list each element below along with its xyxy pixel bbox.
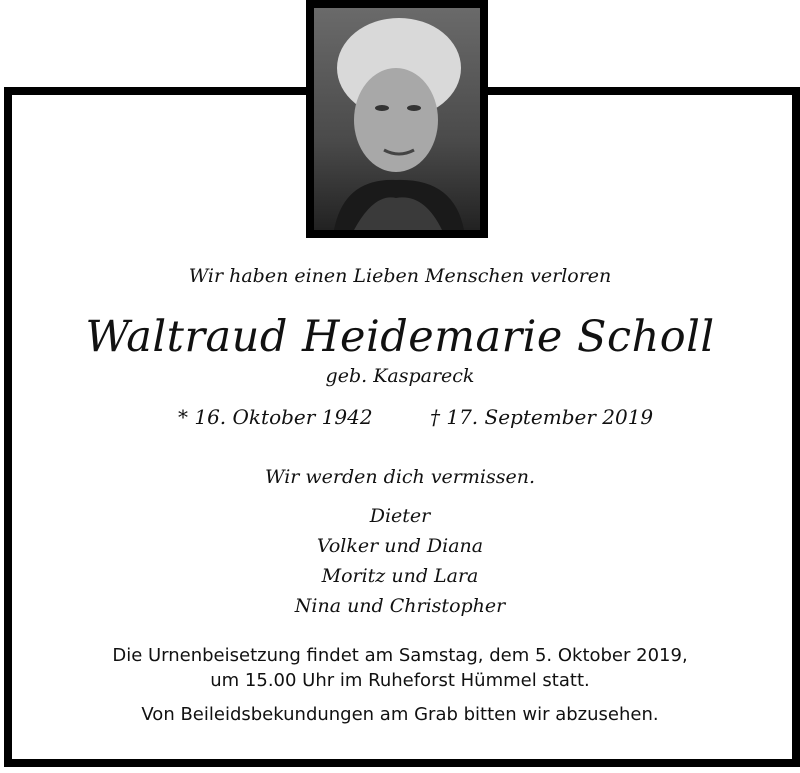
birth-date: * 16. Oktober 1942 — [178, 405, 373, 429]
intro-text: Wir haben einen Lieben Menschen verloren — [188, 265, 612, 287]
portrait-frame — [306, 0, 488, 238]
portrait-illustration — [314, 8, 480, 230]
deceased-name: Waltraud Heidemarie Scholl — [85, 312, 715, 362]
maiden-name: geb. Kaspareck — [325, 365, 475, 387]
death-date: † 17. September 2019 — [430, 405, 654, 429]
family-member: Moritz und Lara — [321, 565, 479, 587]
funeral-info-line2: um 15.00 Uhr im Ruheforst Hümmel statt. — [210, 670, 590, 691]
condolence-note: Von Beileidsbekundungen am Grab bitten wir abzusehen. — [141, 704, 659, 725]
portrait-photo — [314, 8, 480, 230]
funeral-info-line1: Die Urnenbeisetzung findet am Samstag, dem 5. Oktober 2019, — [112, 645, 688, 666]
family-member: Volker und Diana — [316, 535, 484, 557]
family-member: Dieter — [369, 505, 431, 527]
closing-text: Wir werden dich vermissen. — [265, 466, 535, 488]
family-member: Nina und Christopher — [294, 595, 506, 617]
